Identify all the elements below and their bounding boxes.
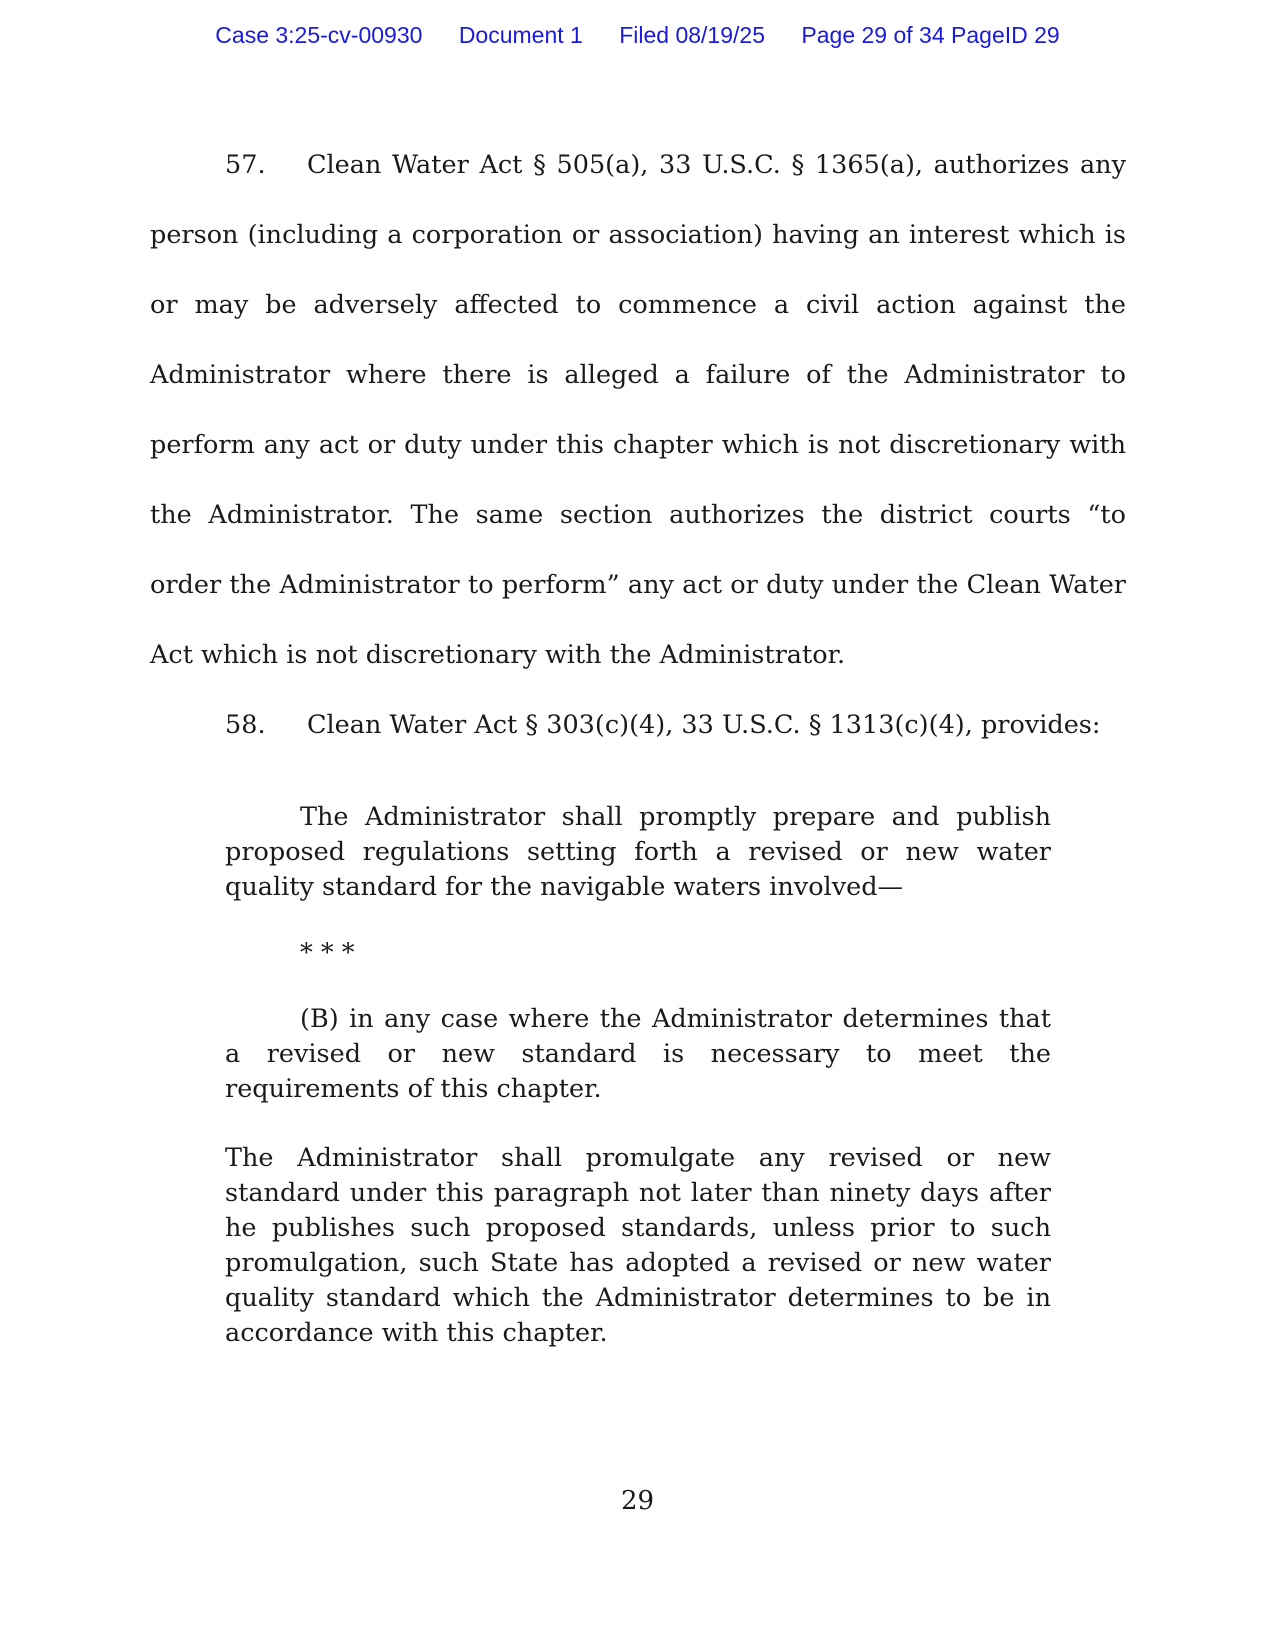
- document-body: [150, 130, 1126, 1351]
- paragraph-number: 58.: [225, 710, 266, 740]
- page-number: 29: [620, 1486, 655, 1516]
- quote-asterisks: * * *: [300, 938, 355, 968]
- paragraph-57: [150, 130, 1126, 690]
- paragraph-text: Clean Water Act § 303(c)(4), 33 U.S.C. § 1313(c)(4), provides:: [307, 710, 1101, 740]
- case-header: [0, 22, 1275, 49]
- filed-date: Filed 08/19/25: [619, 22, 765, 48]
- quote-clause-b: (B) in any case where the Administrator determines that a revised or new standard is necessary to meet the requirements of this chapter.: [225, 1004, 1051, 1104]
- block-quote: [225, 800, 1051, 1351]
- paragraph-number: 57.: [225, 150, 266, 180]
- case-number: Case 3:25-cv-00930: [215, 22, 423, 48]
- quote-closing: The Administrator shall promulgate any revised or new standard under this paragraph not later than ninety days after he publishes such proposed standards, unless prior to such promulgation, such State has adopted a revised or new water quality standard which the Administrator determines to be in accordance with this chapter.: [225, 1143, 1051, 1348]
- document-number: Document 1: [458, 22, 583, 48]
- paragraph-58: [150, 690, 1126, 760]
- paragraph-text: Clean Water Act § 505(a), 33 U.S.C. § 1365(a), authorizes any person (including a corporation or association) having an interest which is or may be adversely affected to commence a civil action against the Administrator where there is alleged a failure of the Administrator to perform any act or duty under this chapter which is not discretionary with the Administrator. The same section authorizes the district courts “to order the Administrator to perform” any act or duty under the Clean Water Act which is not discretionary with the Administrator.: [150, 150, 1126, 670]
- quote-intro: The Administrator shall promptly prepare and publish proposed regulations setting forth a revised or new water quality standard for the navigable waters involved—: [225, 802, 1051, 902]
- page-id: Page 29 of 34 PageID 29: [801, 22, 1060, 48]
